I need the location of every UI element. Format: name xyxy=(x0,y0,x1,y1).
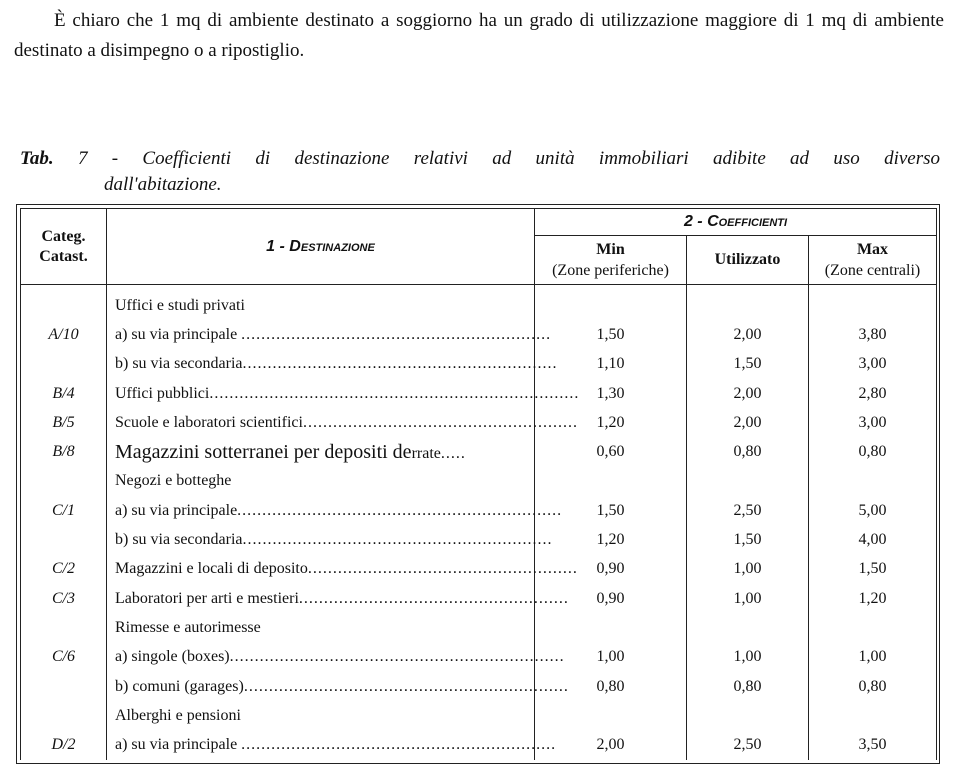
cell-min xyxy=(535,701,687,730)
cell-max: 2,80 xyxy=(809,379,937,408)
cell-destinazione xyxy=(107,672,569,701)
cell-min: 1,00 xyxy=(535,643,687,672)
coefficients-table xyxy=(20,208,937,760)
header-coefficienti xyxy=(535,209,937,236)
dot-leader: ............................................................... xyxy=(241,736,557,754)
cell-utilizzato xyxy=(687,291,809,320)
header-min-label: Min xyxy=(596,241,625,258)
cell-utilizzato xyxy=(687,701,809,730)
destinazione-text: Scuole e laboratori scientifici xyxy=(115,413,303,431)
header-max-label: Max xyxy=(856,241,889,258)
destinazione-text: Uffici e studi privati xyxy=(115,296,245,314)
cell-utilizzato: 2,50 xyxy=(687,496,809,525)
cell-destinazione xyxy=(107,467,535,496)
destinazione-text-tail: rrate xyxy=(411,444,441,462)
cell-utilizzato: 2,00 xyxy=(687,320,809,349)
destinazione-text: a) su via principale xyxy=(115,325,242,343)
cell-min: 1,30 xyxy=(535,379,687,408)
destinazione-text: b) su via secondaria xyxy=(115,531,243,549)
destinazione-text: b) comuni (garages) xyxy=(115,677,244,695)
cell-destinazione xyxy=(107,408,578,437)
cell-max: 1,20 xyxy=(809,584,937,613)
cell-utilizzato: 1,50 xyxy=(687,350,809,379)
table-row xyxy=(21,437,937,466)
cell-destinazione xyxy=(107,643,565,672)
cell-max: 4,00 xyxy=(809,525,937,554)
cell-min xyxy=(535,467,687,496)
destinazione-text: a) su via principale xyxy=(115,736,242,754)
cell-min: 0,60 xyxy=(535,437,687,466)
cell-min: 1,20 xyxy=(535,525,687,554)
cell-utilizzato xyxy=(687,613,809,642)
cell-categoria: C/6 xyxy=(21,643,107,672)
header-categ-catast: Categ. Catast. xyxy=(21,209,107,285)
cell-categoria xyxy=(21,613,107,642)
table-row xyxy=(21,525,937,554)
dot-leader: ..... xyxy=(440,444,466,462)
header-utilizzato-label: Utilizzato xyxy=(714,251,781,268)
cell-max: 0,80 xyxy=(809,672,937,701)
dot-leader: ....................................................... xyxy=(302,413,578,431)
header-utilizzato xyxy=(687,236,809,285)
header-destinazione-label: Destinazione xyxy=(289,237,375,255)
cell-categoria: C/3 xyxy=(21,584,107,613)
cell-min: 1,20 xyxy=(535,408,687,437)
table-row xyxy=(21,730,937,759)
header-destinazione xyxy=(107,209,535,285)
table-row xyxy=(21,496,937,525)
cell-max xyxy=(809,613,937,642)
caption-line-1 xyxy=(20,146,940,172)
cell-min: 1,50 xyxy=(535,496,687,525)
cell-destinazione xyxy=(107,437,535,466)
destinazione-text: Magazzini e locali di deposito xyxy=(115,560,308,578)
header-max-sub: (Zone centrali) xyxy=(824,262,921,279)
cell-utilizzato: 2,00 xyxy=(687,408,809,437)
cell-min: 1,10 xyxy=(535,350,687,379)
destinazione-text: a) su via principale xyxy=(115,501,238,519)
dot-leader: ............................................................... xyxy=(242,355,558,373)
destinazione-text: Laboratori per arti e mestieri xyxy=(115,589,299,607)
cell-categoria xyxy=(21,672,107,701)
cell-categoria xyxy=(21,291,107,320)
cell-destinazione xyxy=(107,496,563,525)
cell-min: 1,50 xyxy=(535,320,687,349)
cell-max xyxy=(809,467,937,496)
table-caption xyxy=(20,146,940,198)
cell-max xyxy=(809,291,937,320)
table-row xyxy=(21,408,937,437)
caption-line-2: dall'abitazione. xyxy=(104,174,222,195)
table-row xyxy=(21,701,937,730)
table-row xyxy=(21,555,937,584)
cell-utilizzato: 2,00 xyxy=(687,379,809,408)
destinazione-text: Uffici pubblici xyxy=(115,384,210,402)
cell-max: 3,50 xyxy=(809,730,937,759)
header-max xyxy=(809,236,937,285)
cell-max: 5,00 xyxy=(809,496,937,525)
header-min xyxy=(535,236,687,285)
cell-max: 0,80 xyxy=(809,437,937,466)
caption-text-1: 7 - Coefficienti di destinazione relativi ad unità immobiliari adibite ad uso diverso xyxy=(77,148,941,169)
cell-utilizzato: 1,00 xyxy=(687,584,809,613)
cell-categoria xyxy=(21,525,107,554)
cell-min xyxy=(535,613,687,642)
dot-leader: ...................................................... xyxy=(298,589,569,607)
cell-max: 1,00 xyxy=(809,643,937,672)
cell-utilizzato: 1,00 xyxy=(687,643,809,672)
intro-paragraph: È chiaro che 1 mq di ambiente destinato a soggiorno ha un grado di utilizzazione maggiore di 1 mq di ambiente destinato a disimpegno o a ripostiglio. xyxy=(14,10,944,61)
cell-destinazione xyxy=(107,291,535,320)
table-row xyxy=(21,584,937,613)
cell-categoria: C/2 xyxy=(21,555,107,584)
cell-destinazione xyxy=(107,379,580,408)
dot-leader: .............................................................. xyxy=(242,531,553,549)
cell-categoria: B/5 xyxy=(21,408,107,437)
dot-leader: .......................................................................... xyxy=(209,384,580,402)
destinazione-text: Negozi e botteghe xyxy=(115,472,232,490)
dot-leader: .............................................................. xyxy=(241,325,552,343)
cell-utilizzato: 2,50 xyxy=(687,730,809,759)
table-row xyxy=(21,320,937,349)
table-row xyxy=(21,379,937,408)
destinazione-text: Alberghi e pensioni xyxy=(115,706,241,724)
destinazione-text: b) su via secondaria xyxy=(115,355,243,373)
cell-utilizzato: 0,80 xyxy=(687,672,809,701)
header-destinazione-num: 1 - xyxy=(266,237,290,255)
cell-destinazione xyxy=(107,730,557,759)
cell-categoria xyxy=(21,350,107,379)
dot-leader: ...................................................... xyxy=(307,560,578,578)
cell-categoria: B/8 xyxy=(21,437,107,466)
cell-destinazione xyxy=(107,613,535,642)
cell-destinazione xyxy=(107,701,535,730)
table-row xyxy=(21,350,937,379)
cell-max: 3,00 xyxy=(809,408,937,437)
cell-destinazione xyxy=(107,555,578,584)
cell-destinazione xyxy=(107,320,552,349)
cell-utilizzato: 0,80 xyxy=(687,437,809,466)
cell-categoria: D/2 xyxy=(21,730,107,759)
cell-min: 0,90 xyxy=(535,584,687,613)
destinazione-text: a) singole (boxes) xyxy=(115,648,230,666)
cell-categoria: A/10 xyxy=(21,320,107,349)
cell-max: 1,50 xyxy=(809,555,937,584)
dot-leader: ................................................................. xyxy=(243,677,569,695)
cell-min: 0,80 xyxy=(535,672,687,701)
header-coefficienti-num: 2 - xyxy=(683,213,708,230)
header-min-sub: (Zone periferiche) xyxy=(552,262,669,279)
cell-min: 0,90 xyxy=(535,555,687,584)
destinazione-text: Rimesse e autorimesse xyxy=(115,618,261,636)
cell-max xyxy=(809,701,937,730)
cell-destinazione xyxy=(107,584,569,613)
cell-min xyxy=(535,291,687,320)
cell-utilizzato xyxy=(687,467,809,496)
cell-destinazione xyxy=(107,525,553,554)
dot-leader: ................................................................. xyxy=(237,501,563,519)
table-row xyxy=(21,291,937,320)
table-row xyxy=(21,672,937,701)
cell-categoria xyxy=(21,467,107,496)
table-row xyxy=(21,613,937,642)
cell-categoria: B/4 xyxy=(21,379,107,408)
table-row xyxy=(21,643,937,672)
cell-destinazione xyxy=(107,350,558,379)
cell-utilizzato: 1,50 xyxy=(687,525,809,554)
cell-categoria: C/1 xyxy=(21,496,107,525)
header-coefficienti-label: Coefficienti xyxy=(707,213,788,230)
caption-lead: Tab. xyxy=(20,148,54,169)
cell-min: 2,00 xyxy=(535,730,687,759)
cell-max: 3,80 xyxy=(809,320,937,349)
cell-categoria xyxy=(21,701,107,730)
table-row xyxy=(21,467,937,496)
cell-utilizzato: 1,00 xyxy=(687,555,809,584)
dot-leader: ................................................................... xyxy=(229,648,565,666)
destinazione-text: Magazzini sotterranei per depositi de xyxy=(115,440,412,463)
cell-max: 3,00 xyxy=(809,350,937,379)
